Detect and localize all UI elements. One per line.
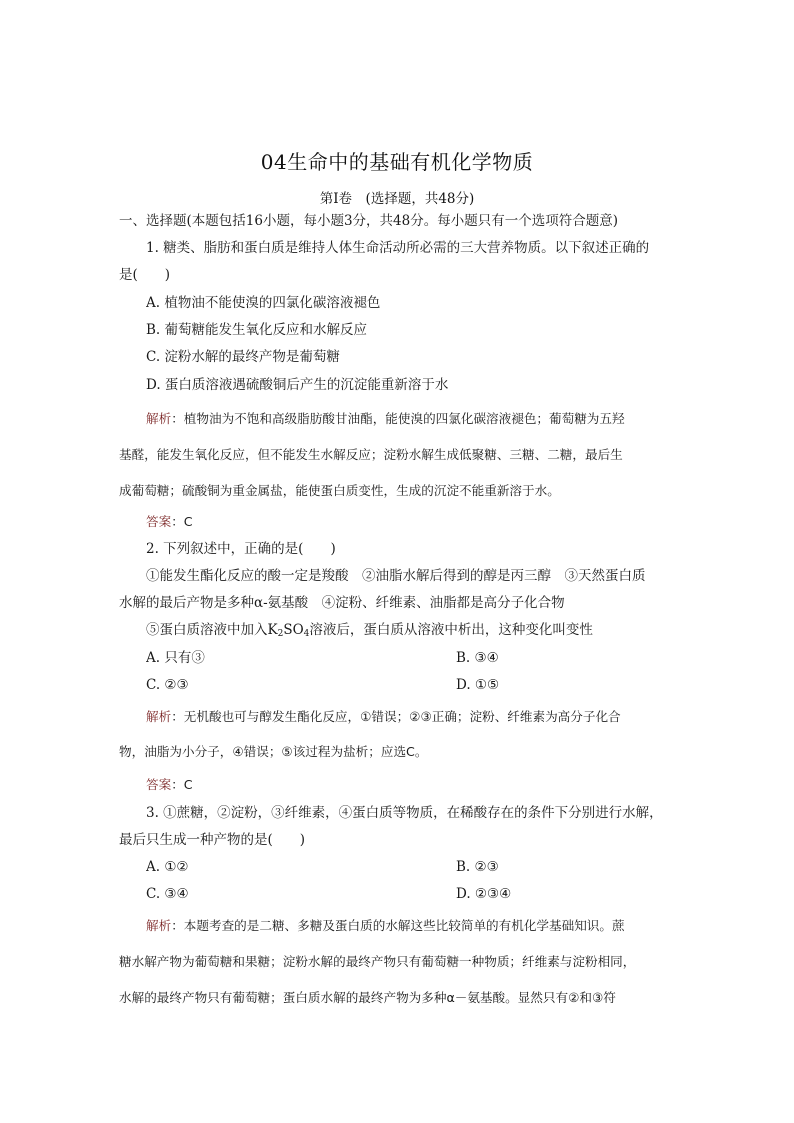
q3-analysis-line1 (146, 917, 679, 935)
analysis-label: 解析 (146, 709, 172, 724)
q2-analysis-line2: 物，油脂为小分子，④错误；⑤该过程为盐析；应选C。 (119, 744, 428, 759)
q3-option-c: C. ③④ (146, 886, 189, 902)
analysis-text: ：植物油为不饱和高级脂肪酸甘油酯，能使溴的四氯化碳溶液褪色；葡萄糖为五羟 (171, 411, 625, 426)
answer-label: 答案 (146, 777, 172, 792)
q1-option-b: B. 葡萄糖能发生氧化反应和水解反应 (146, 322, 368, 338)
subscript: 4 (303, 629, 310, 639)
answer-value: ：C (171, 777, 193, 792)
q2-statement-line1: ①能发生酯化反应的酸一定是羧酸 ②油脂水解后得到的醇是丙三醇 ③天然蛋白质 (146, 568, 646, 584)
q1-analysis-line2: 基醛，能发生氧化反应，但不能发生水解反应；淀粉水解生成低聚糖、三糖、二糖，最后生 (119, 447, 623, 462)
q2-statement-text: 溶液后，蛋白质从溶液中析出，这种变化叫变性 (309, 622, 593, 638)
q3-option-a: A. ①② (146, 859, 189, 875)
q2-option-c: C. ②③ (146, 677, 189, 693)
analysis-text: ：无机酸也可与醇发生酯化反应，①错误；②③正确；淀粉、纤维素为高分子化合 (171, 709, 621, 724)
q1-answer (146, 513, 679, 531)
q1-stem-line2: 是( ) (119, 267, 171, 283)
q2-analysis-line1 (146, 708, 679, 726)
q2-stem: 2. 下列叙述中，正确的是( ) (146, 541, 336, 557)
q2-answer (146, 776, 679, 794)
q2-statement-text: SO (283, 622, 304, 638)
q3-analysis-line2: 糖水解产物为葡萄糖和果糖；淀粉水解的最终产物只有葡萄糖一种物质；纤维素与淀粉相同， (119, 954, 636, 969)
q2-option-a: A. 只有③ (146, 650, 205, 666)
q1-option-c: C. 淀粉水解的最终产物是葡萄糖 (146, 349, 340, 365)
q1-stem-line1: 1. 糖类、脂肪和蛋白质是维持人体生命活动所必需的三大营养物质。以下叙述正确的 (146, 240, 650, 256)
q3-option-b: B. ②③ (456, 859, 499, 875)
q3-analysis-line3: 水解的最终产物只有葡萄糖；蛋白质水解的最终产物为多种α－氨基酸。显然只有②和③符 (119, 990, 616, 1005)
q3-stem-line1: 3. ①蔗糖，②淀粉，③纤维素，④蛋白质等物质，在稀酸存在的条件下分别进行水解， (146, 805, 663, 821)
q1-analysis-line3: 成葡萄糖；硫酸铜为重金属盐，能使蛋白质变性，生成的沉淀不能重新溶于水。 (119, 483, 560, 498)
q1-option-d: D. 蛋白质溶液遇硫酸铜后产生的沉淀能重新溶于水 (146, 377, 449, 393)
answer-label: 答案 (146, 514, 172, 529)
q2-statement-line3 (146, 621, 679, 639)
section-heading: 一、选择题(本题包括16小题，每小题3分，共48分。每小题只有一个选项符合题意) (119, 213, 618, 229)
q3-option-d: D. ②③④ (456, 886, 512, 902)
q1-option-a: A. 植物油不能使溴的四氯化碳溶液褪色 (146, 295, 381, 311)
document-title: 04生命中的基础有机化学物质 (260, 150, 534, 174)
analysis-text: ：本题考查的是二糖、多糖及蛋白质的水解这些比较简单的有机化学基础知识。蔗 (171, 918, 625, 933)
q3-stem-line2: 最后只生成一种产物的是( ) (119, 832, 306, 848)
q2-option-b: B. ③④ (456, 650, 499, 666)
section-subtitle: 第Ⅰ卷 (选择题，共48分) (319, 191, 475, 207)
q2-option-d: D. ①⑤ (456, 677, 500, 693)
q2-statement-text: ⑤蛋白质溶液中加入K (146, 622, 278, 638)
analysis-label: 解析 (146, 918, 172, 933)
q2-statement-line2: 水解的最后产物是多种α-氨基酸 ④淀粉、纤维素、油脂都是高分子化合物 (119, 595, 565, 611)
analysis-label: 解析 (146, 411, 172, 426)
answer-value: ：C (171, 514, 193, 529)
subscript: 2 (277, 629, 284, 639)
q1-analysis-line1 (146, 410, 679, 428)
